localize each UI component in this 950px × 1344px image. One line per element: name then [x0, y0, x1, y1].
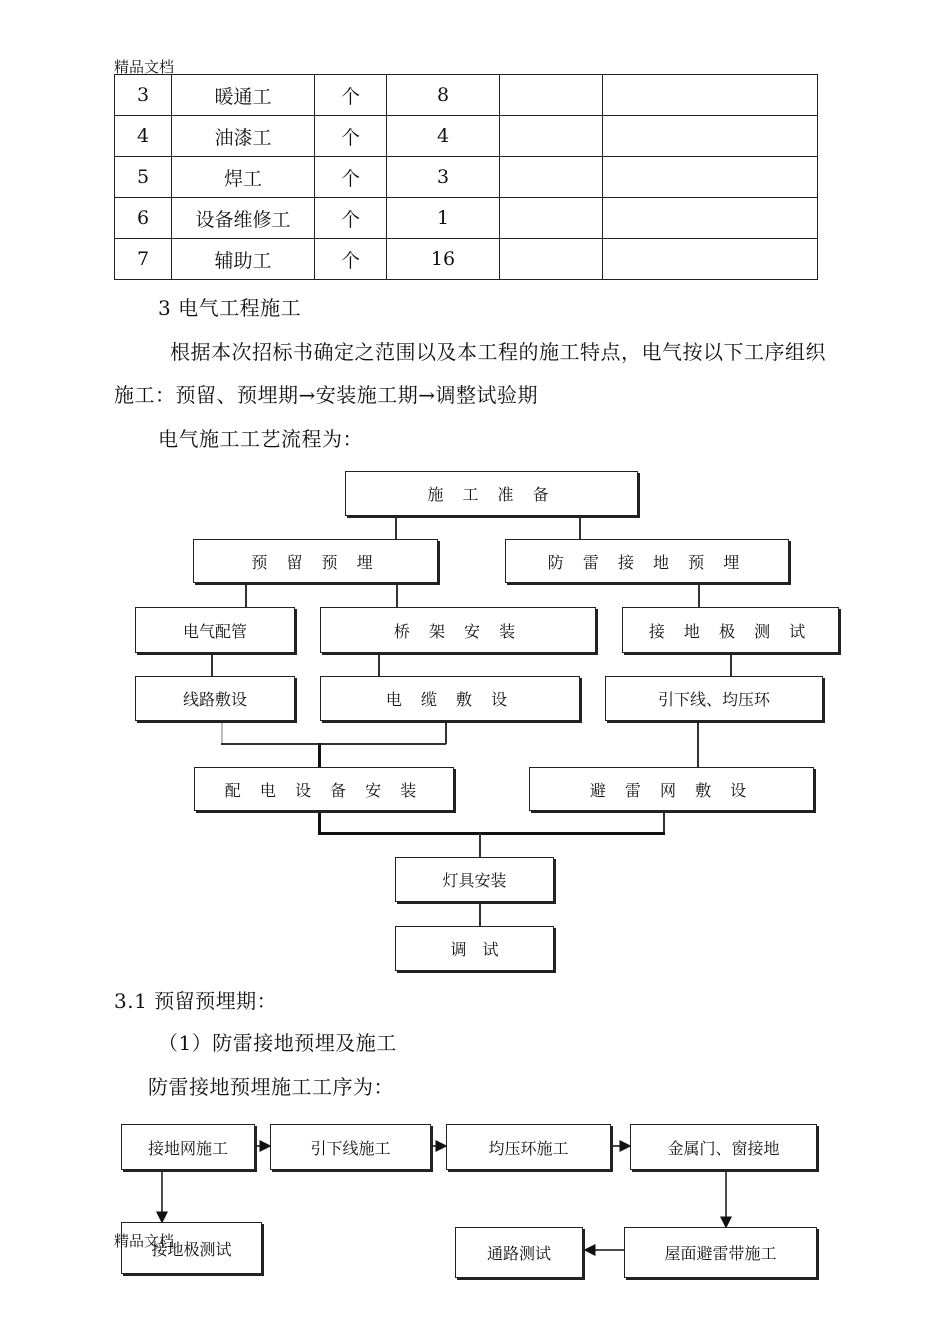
cell-no: 4 [115, 116, 172, 157]
cell-unit: 个 [315, 75, 387, 116]
flow2-box-doors: 金属门、窗接地 [630, 1124, 817, 1170]
flow-box-conduit: 电气配管 [135, 607, 295, 653]
paragraph-line: 防雷接地预埋施工工序为： [148, 1075, 394, 1099]
section-heading: 3.1 预留预埋期： [114, 989, 278, 1013]
flow2-box-ring: 均压环施工 [446, 1124, 611, 1170]
cell-trade: 焊工 [172, 157, 315, 198]
footer-label: 精品文档 [114, 1232, 175, 1250]
cell-trade: 辅助工 [172, 239, 315, 280]
paragraph-line: 施工：预留、预埋期→安装施工期→调整试验期 [114, 383, 539, 407]
cell-unit: 个 [315, 157, 387, 198]
cell-count: 4 [387, 116, 500, 157]
flow-box-distribution: 配 电 设 备 安 装 [194, 767, 454, 811]
cell-no: 7 [115, 239, 172, 280]
flow-box-downlead: 引下线、均压环 [605, 676, 823, 721]
flow-box-reserve: 预 留 预 埋 [193, 539, 438, 583]
cell-unit: 个 [315, 239, 387, 280]
sub-heading: （1）防雷接地预埋及施工 [158, 1031, 397, 1055]
cell-no: 6 [115, 198, 172, 239]
flow-box-wiring: 线路敷设 [135, 676, 295, 721]
flow-box-debug: 调 试 [395, 926, 554, 971]
paragraph-line: 根据本次招标书确定之范围以及本工程的施工特点，电气按以下工序组织 [170, 340, 826, 364]
cell-unit: 个 [315, 198, 387, 239]
cell-count: 1 [387, 198, 500, 239]
cell-trade: 设备维修工 [172, 198, 315, 239]
flow-box-tray: 桥 架 安 装 [320, 607, 596, 653]
flow-box-prep: 施 工 准 备 [345, 471, 638, 516]
cell-count: 8 [387, 75, 500, 116]
flow2-box-continuity: 通路测试 [455, 1227, 583, 1278]
cell-count: 16 [387, 239, 500, 280]
flow-box-cable: 电 缆 敷 设 [320, 676, 580, 721]
section-heading: 3 电气工程施工 [158, 296, 302, 320]
flow-box-lamps: 灯具安装 [395, 857, 554, 902]
cell-trade: 暖通工 [172, 75, 315, 116]
flow2-box-electrode-test: 接地极测试 [121, 1222, 262, 1274]
cell-no: 3 [115, 75, 172, 116]
flow2-box-roof-belt: 屋面避雷带施工 [624, 1227, 817, 1278]
header-label: 精品文档 [114, 58, 175, 76]
cell-unit: 个 [315, 116, 387, 157]
cell-no: 5 [115, 157, 172, 198]
flow2-box-downlead: 引下线施工 [270, 1124, 431, 1170]
cell-count: 3 [387, 157, 500, 198]
paragraph-line: 电气施工工艺流程为： [158, 427, 363, 451]
flow2-box-grid: 接地网施工 [121, 1124, 255, 1170]
flow-box-lightning-embed: 防 雷 接 地 预 埋 [505, 539, 789, 583]
flow-box-ground-test: 接 地 极 测 试 [622, 607, 839, 653]
cell-trade: 油漆工 [172, 116, 315, 157]
flow-box-lightning-net: 避 雷 网 敷 设 [529, 767, 814, 811]
